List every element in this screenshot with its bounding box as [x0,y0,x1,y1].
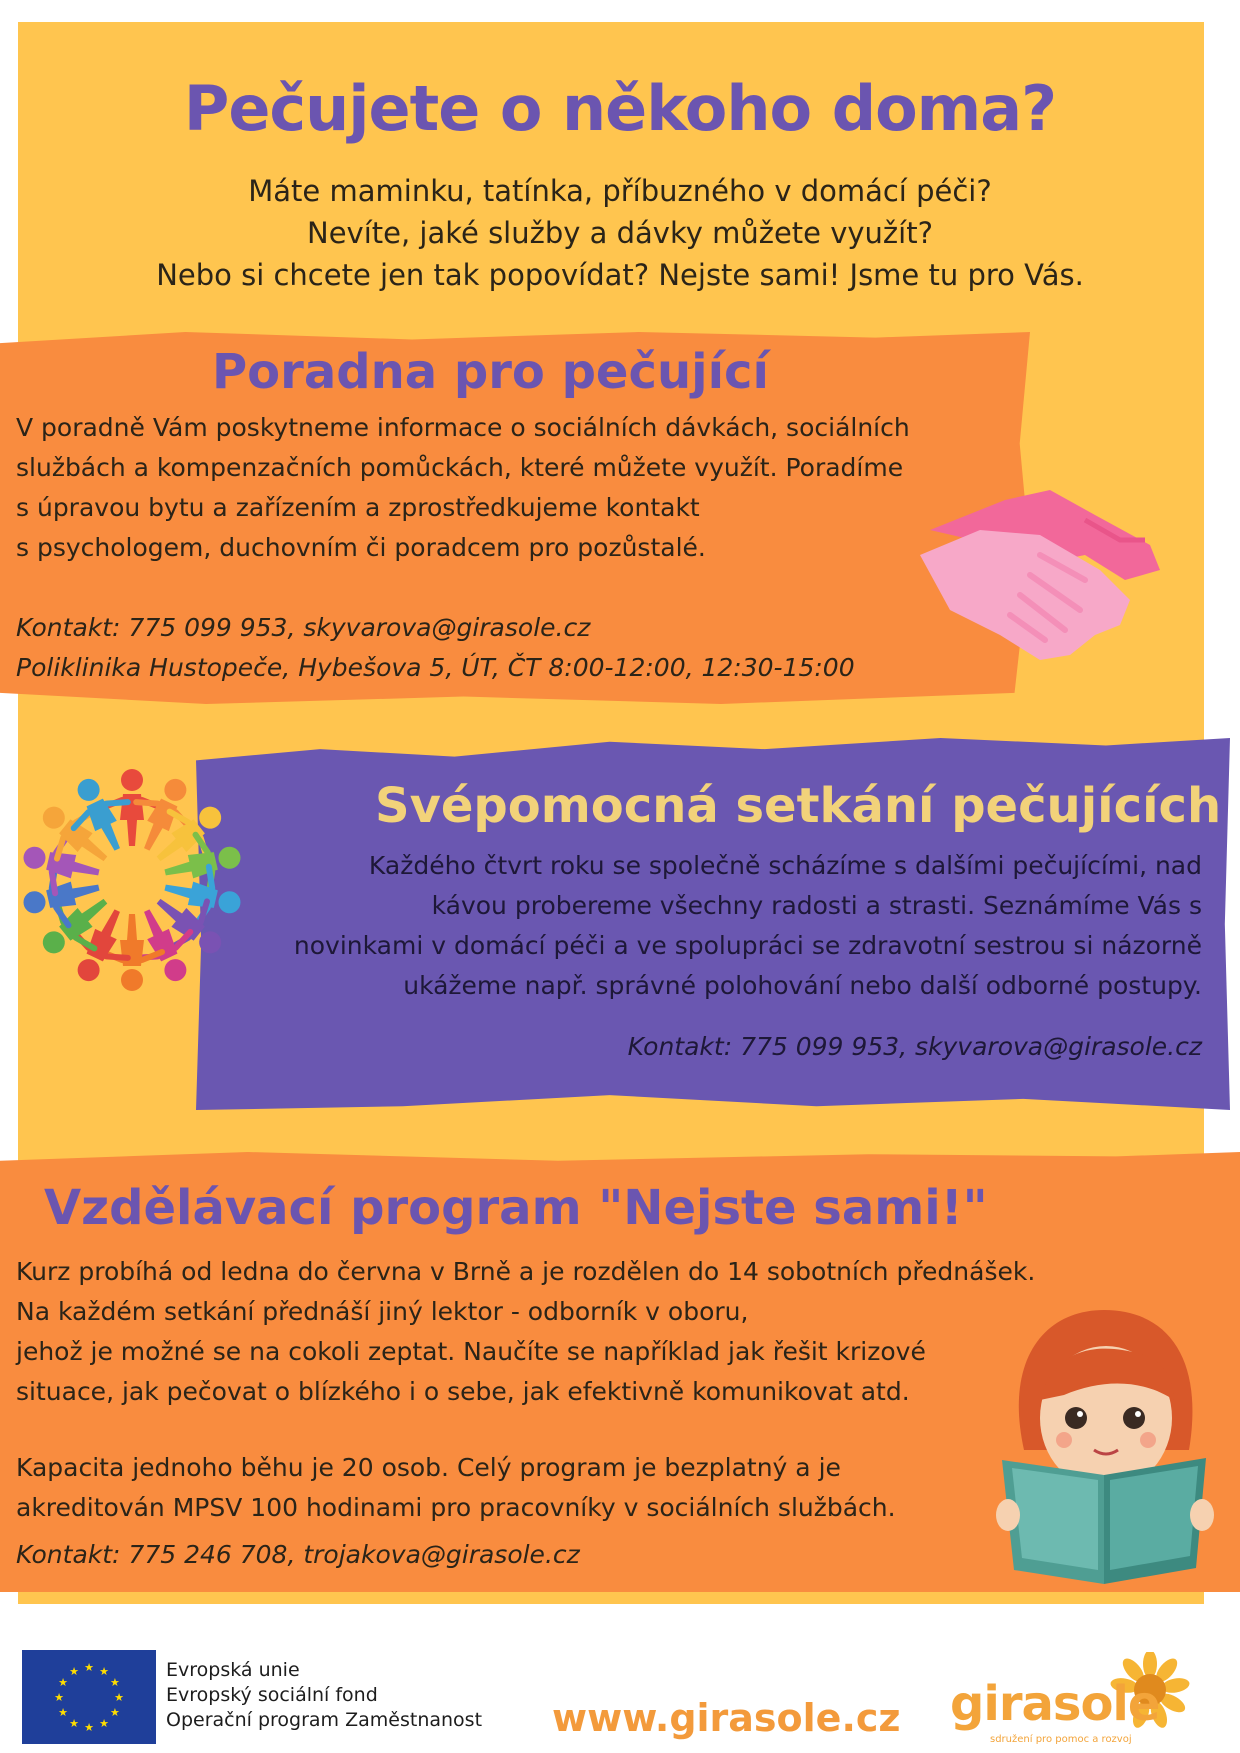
section-counselling-text [16,408,1006,568]
text-line: s psychologem, duchovním či poradcem pro pozůstalé. [16,533,706,562]
svg-text:★: ★ [114,1691,124,1704]
svg-text:★: ★ [110,1676,120,1689]
contact-line: Poliklinika Hustopeče, Hybešova 5, ÚT, ČT 8:00-12:00, 12:30-15:00 [16,653,855,682]
section-counselling-heading: Poradna pro pečující [212,344,769,400]
eu-line: Operační program Zaměstnanost [166,1709,483,1731]
section-support-contact: Kontakt: 775 099 953, skyvarova@girasole.cz [627,1032,1202,1061]
text-line: službách a kompenzačních pomůckách, které můžete využít. Poradíme [16,453,904,482]
text-line: akreditován MPSV 100 hodinami pro pracovníky v sociálních službách. [16,1493,896,1522]
intro-line: Nebo si chcete jen tak popovídat? Nejste sami! Jsme tu pro Vás. [156,258,1084,292]
handshake-icon [910,460,1170,670]
girl-reading-icon [994,1300,1216,1584]
page-title: Pečujete o někoho doma? [183,72,1057,145]
section-education-text [16,1252,1136,1412]
text-line: Na každém setkání přednáší jiný lektor - odborník v oboru, [16,1297,749,1326]
text-line: V poradně Vám poskytneme informace o sociálních dávkách, sociálních [16,413,910,442]
svg-text:★: ★ [58,1676,68,1689]
svg-text:★: ★ [69,1716,79,1730]
girasole-logo-text: girasole [950,1676,1160,1732]
intro-line: Nevíte, jaké služby a dávky můžete využít? [307,216,933,250]
section-education-contact: Kontakt: 775 246 708, trojakova@girasole.cz [16,1540,580,1569]
section-education-heading: Vzdělávací program "Nejste sami!" [44,1180,988,1236]
text-line: novinkami v domácí péči a ve spolupráci se zdravotní sestrou si názorně [293,931,1202,960]
intro-text [0,170,1240,296]
girasole-logo-tagline: sdružení pro pomoc a rozvoj [990,1734,1132,1745]
text-line: kávou probereme všechny radosti a strasti. Seznámíme Vás s [431,891,1202,920]
website-link[interactable]: www.girasole.cz [552,1696,901,1740]
section-support-heading: Svépomocná setkání pečujících [375,778,1222,834]
svg-text:★: ★ [58,1706,68,1719]
text-line: jehož je možné se na cokoli zeptat. Naučíte se například jak řešit krizové [16,1337,926,1366]
contact-line: Kontakt: 775 099 953, skyvarova@girasole.cz [16,613,591,642]
text-line: Každého čtvrt roku se společně scházíme s dalšími pečujícími, nad [368,851,1202,880]
eu-line: Evropský sociální fond [166,1684,378,1706]
text-line: s úpravou bytu a zařízením a zprostředkujeme kontakt [16,493,700,522]
svg-text:★: ★ [84,1661,94,1674]
people-circle-icon [14,762,250,998]
svg-text:★: ★ [99,1665,109,1679]
svg-text:★: ★ [110,1706,120,1719]
eu-flag-icon [22,1650,156,1744]
text-line: Kurz probíhá od ledna do června v Brně a je rozdělen do 14 sobotních přednášek. [16,1257,1036,1286]
text-line: ukážeme např. správné polohování nebo další odborné postupy. [403,971,1202,1000]
eu-line: Evropská unie [166,1659,300,1681]
svg-text:★: ★ [54,1691,64,1704]
eu-funding-text [166,1658,482,1733]
section-counselling-contact [16,608,855,688]
section-support-text [200,846,1202,1006]
text-line: situace, jak pečovat o blízkého i o sebe, jak efektivně komunikovat atd. [16,1377,910,1406]
section-education-text-2 [16,1448,1016,1528]
intro-line: Máte maminku, tatínka, příbuzného v domácí péči? [248,174,992,208]
svg-text:★: ★ [99,1716,109,1730]
svg-text:★: ★ [84,1721,94,1734]
text-line: Kapacita jednoho běhu je 20 osob. Celý program je bezplatný a je [16,1453,841,1482]
svg-text:★: ★ [69,1665,79,1679]
